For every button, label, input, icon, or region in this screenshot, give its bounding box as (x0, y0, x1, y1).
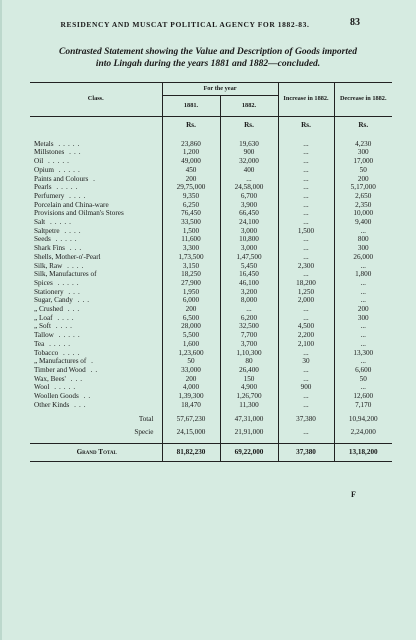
row-decrease: ... (334, 296, 392, 305)
row-increase: 4,500 (278, 322, 334, 331)
row-1881: 9,350 (162, 192, 220, 201)
row-1881: 1,23,600 (162, 349, 220, 358)
row-1882: 11,300 (220, 401, 278, 410)
table-row (30, 253, 392, 262)
leader-dots: ... (64, 244, 85, 253)
row-decrease: ... (334, 357, 392, 366)
table-row (30, 192, 392, 201)
row-increase: ... (278, 175, 334, 184)
row-decrease: 200 (334, 175, 392, 184)
table-row (30, 279, 392, 288)
leader-dots: .. (85, 365, 101, 374)
row-1881: 4,000 (162, 383, 220, 392)
table-row (30, 244, 392, 253)
row-class: Pearls ..... (34, 183, 81, 192)
leader-dots: .... (50, 322, 75, 331)
leader-dots: .... (52, 313, 77, 322)
row-1881: 76,450 (162, 209, 220, 218)
row-decrease: 17,000 (334, 157, 392, 166)
row-increase: ... (278, 201, 334, 210)
table-row (30, 148, 392, 157)
grand-total-1881: 81,82,230 (162, 443, 220, 461)
table-row (30, 366, 392, 375)
leader-dots: ..... (52, 278, 82, 287)
row-1881: 49,000 (162, 157, 220, 166)
row-1882: 66,450 (220, 209, 278, 218)
row-increase: ... (278, 253, 334, 262)
row-1881: 6,000 (162, 296, 220, 305)
row-decrease: 300 (334, 314, 392, 323)
row-decrease: ... (334, 383, 392, 392)
leader-dots: .... (59, 226, 84, 235)
row-decrease: 12,600 (334, 392, 392, 401)
row-1881: 50 (162, 357, 220, 366)
row-increase: ... (278, 157, 334, 166)
leader-dots: ... (72, 296, 93, 305)
title-line-2: into Lingah during the years 1881 and 1882—concluded. (95, 59, 321, 69)
table-row (30, 357, 392, 366)
row-1882: 3,000 (220, 227, 278, 236)
row-increase: ... (278, 349, 334, 358)
leader-dots: ..... (53, 139, 83, 148)
table-row (30, 322, 392, 331)
total-label: Total (138, 414, 154, 423)
leader-dots: ... (63, 287, 83, 296)
leader-dots: .... (58, 348, 83, 357)
row-class: „ Soft .... (34, 322, 75, 331)
row-increase: ... (278, 192, 334, 201)
table-row (30, 227, 392, 236)
title-line-1: Contrasted Statement showing the Value and Description of Goods imported (59, 47, 357, 57)
row-increase: 1,250 (278, 288, 334, 297)
row-class: Oil ..... (34, 157, 72, 166)
row-decrease: ... (334, 331, 392, 340)
row-class: Spices ..... (34, 278, 82, 287)
leader-dots: ... (65, 374, 86, 383)
row-1881: 33,000 (162, 366, 220, 375)
row-increase: 30 (278, 357, 334, 366)
table-title (30, 46, 386, 70)
leader-dots: ... (69, 400, 89, 409)
row-class: Shark Fins ... (34, 244, 85, 253)
row-increase: ... (278, 270, 334, 279)
row-decrease: 9,400 (334, 218, 392, 227)
row-decrease: ... (334, 262, 392, 271)
table-row (30, 183, 392, 192)
running-head: RESIDENCY AND MUSCAT POLITICAL AGENCY FOR 1882-83. (60, 20, 310, 29)
row-1881: 28,000 (162, 322, 220, 331)
row-1881: 5,500 (162, 331, 220, 340)
row-class: Paints and Colours . (34, 174, 98, 183)
table-row (30, 340, 392, 349)
row-class: Sugar, Candy ... (34, 296, 93, 305)
row-class: Tea ..... (34, 339, 74, 348)
row-1881: 450 (162, 166, 220, 175)
row-increase: 1,500 (278, 227, 334, 236)
specie-label: Specie (134, 428, 154, 437)
row-1882: 900 (220, 148, 278, 157)
row-1881: 1,600 (162, 340, 220, 349)
row-increase: 2,000 (278, 296, 334, 305)
total-1882: 47,31,000 (220, 410, 278, 424)
row-increase: ... (278, 148, 334, 157)
row-1882: 5,450 (220, 262, 278, 271)
row-1882: 46,100 (220, 279, 278, 288)
grand-total-1882: 69,22,000 (220, 443, 278, 461)
row-decrease: ... (334, 322, 392, 331)
row-increase: ... (278, 183, 334, 192)
row-1882: 19,630 (220, 140, 278, 149)
row-1881: 1,500 (162, 227, 220, 236)
row-class: Shells, Mother-o'-Pearl (34, 252, 101, 261)
row-decrease: 800 (334, 235, 392, 244)
row-class: Stationery ... (34, 287, 83, 296)
table-row (30, 218, 392, 227)
total-increase: 37,380 (278, 410, 334, 424)
unit-decrease: Rs. (334, 117, 392, 140)
row-1882: 8,000 (220, 296, 278, 305)
unit-1882: Rs. (220, 117, 278, 140)
table-row (30, 175, 392, 184)
row-class: Perfumery .... (34, 191, 89, 200)
row-increase: ... (278, 218, 334, 227)
row-1882: 16,450 (220, 270, 278, 279)
row-1881: 1,39,300 (162, 392, 220, 401)
row-1882: 3,000 (220, 244, 278, 253)
row-increase: ... (278, 392, 334, 401)
row-increase: ... (278, 235, 334, 244)
row-1882: 3,700 (220, 340, 278, 349)
row-class: Metals ..... (34, 139, 83, 148)
row-1881: 3,300 (162, 244, 220, 253)
row-1882: 6,700 (220, 192, 278, 201)
row-class: Millstones ... (34, 148, 84, 157)
leader-dots: ..... (53, 331, 83, 340)
row-1882: 400 (220, 166, 278, 175)
leader-dots: ..... (43, 157, 72, 166)
row-increase: 2,300 (278, 262, 334, 271)
row-increase: ... (278, 401, 334, 410)
row-class: Porcelain and China-ware (34, 200, 109, 209)
table-row (30, 392, 392, 401)
header-class: Class. (30, 83, 162, 117)
units-row (30, 117, 392, 140)
row-1881: 6,250 (162, 201, 220, 210)
header-1882: 1882. (220, 96, 278, 117)
row-increase: ... (278, 305, 334, 314)
table-row (30, 209, 392, 218)
table-row (30, 157, 392, 166)
row-class: Tallow ..... (34, 331, 83, 340)
row-1881: 200 (162, 175, 220, 184)
leader-dots: ..... (51, 183, 81, 192)
row-decrease: ... (334, 340, 392, 349)
grand-total-increase: 37,380 (278, 443, 334, 461)
row-decrease: 6,600 (334, 366, 392, 375)
row-1881: 200 (162, 305, 220, 314)
row-class: Tobacco .... (34, 348, 83, 357)
row-decrease: 300 (334, 244, 392, 253)
row-decrease: 300 (334, 148, 392, 157)
total-1881: 57,67,230 (162, 410, 220, 424)
row-1882: 4,900 (220, 383, 278, 392)
row-decrease: 50 (334, 166, 392, 175)
row-increase: ... (278, 366, 334, 375)
row-increase: ... (278, 140, 334, 149)
row-1881: 3,150 (162, 262, 220, 271)
header-increase: Increase in 1882. (278, 83, 334, 117)
header-for-year: For the year (162, 83, 278, 96)
row-1881: 1,200 (162, 148, 220, 157)
row-1882: 32,000 (220, 157, 278, 166)
row-class: Saltpetre .... (34, 226, 84, 235)
page-number: 83 (350, 17, 360, 28)
leader-dots: ..... (53, 165, 83, 174)
specie-1882: 21,91,000 (220, 423, 278, 443)
unit-1881: Rs. (162, 117, 220, 140)
table-row (30, 140, 392, 149)
unit-increase: Rs. (278, 117, 334, 140)
table-row (30, 401, 392, 410)
row-1881: 200 (162, 375, 220, 384)
row-1882: 1,26,700 (220, 392, 278, 401)
row-increase: ... (278, 209, 334, 218)
row-class: Opium ..... (34, 165, 83, 174)
leader-dots: ..... (45, 218, 74, 227)
specie-decrease: 2,24,000 (334, 423, 392, 443)
row-1881: 27,900 (162, 279, 220, 288)
row-1882: 1,10,300 (220, 349, 278, 358)
row-decrease: 4,230 (334, 140, 392, 149)
row-decrease: 13,300 (334, 349, 392, 358)
total-decrease: 10,94,200 (334, 410, 392, 424)
row-class: Woollen Goods .. (34, 392, 94, 401)
leader-dots: .... (62, 261, 87, 270)
table-row (30, 270, 392, 279)
row-decrease: 200 (334, 305, 392, 314)
row-1882: 1,47,500 (220, 253, 278, 262)
row-decrease: 7,170 (334, 401, 392, 410)
row-class: Timber and Wood .. (34, 365, 101, 374)
row-decrease: 26,000 (334, 253, 392, 262)
table-row (30, 288, 392, 297)
leader-dots: . (88, 174, 98, 183)
leader-dots: ..... (50, 235, 80, 244)
row-1882: 3,900 (220, 201, 278, 210)
row-1882: ... (220, 305, 278, 314)
leader-dots: ..... (49, 383, 79, 392)
row-1881: 29,75,000 (162, 183, 220, 192)
specie-increase: ... (278, 423, 334, 443)
row-decrease: 2,350 (334, 201, 392, 210)
row-1881: 33,500 (162, 218, 220, 227)
imports-table (30, 82, 392, 462)
row-1882: 24,58,000 (220, 183, 278, 192)
row-increase: ... (278, 314, 334, 323)
row-class: Other Kinds ... (34, 400, 89, 409)
header-decrease: Decrease in 1882. (334, 83, 392, 117)
row-1881: 6,500 (162, 314, 220, 323)
table-row (30, 314, 392, 323)
row-decrease: 5,17,000 (334, 183, 392, 192)
table-row (30, 262, 392, 271)
row-1881: 1,950 (162, 288, 220, 297)
table-row (30, 305, 392, 314)
row-1881: 18,250 (162, 270, 220, 279)
header-1881: 1881. (162, 96, 220, 117)
row-1881: 23,860 (162, 140, 220, 149)
row-1882: 32,500 (220, 322, 278, 331)
signature-mark: F (351, 490, 356, 499)
row-1882: 10,800 (220, 235, 278, 244)
leader-dots: ... (62, 305, 83, 314)
row-class: „ Crushed ... (34, 305, 83, 314)
table-row (30, 349, 392, 358)
row-1882: 150 (220, 375, 278, 384)
grand-total-row (30, 443, 392, 461)
row-class: Wool ..... (34, 383, 79, 392)
row-class: Silk, Raw .... (34, 261, 87, 270)
total-row (30, 410, 392, 424)
row-decrease: ... (334, 227, 392, 236)
row-increase: ... (278, 244, 334, 253)
row-increase: ... (278, 166, 334, 175)
leader-dots: ... (64, 148, 84, 157)
row-increase: ... (278, 375, 334, 384)
leader-dots: ..... (44, 339, 74, 348)
row-class: Wax, Bees' ... (34, 374, 86, 383)
row-increase: 18,200 (278, 279, 334, 288)
row-class: Salt ..... (34, 218, 74, 227)
row-increase: 2,100 (278, 340, 334, 349)
grand-total-decrease: 13,18,200 (334, 443, 392, 461)
row-increase: 900 (278, 383, 334, 392)
row-decrease: ... (334, 279, 392, 288)
row-decrease: 50 (334, 375, 392, 384)
row-1881: 18,470 (162, 401, 220, 410)
row-1882: ... (220, 175, 278, 184)
row-decrease: 10,000 (334, 209, 392, 218)
table-row (30, 331, 392, 340)
row-1882: 7,700 (220, 331, 278, 340)
leader-dots: .... (64, 191, 89, 200)
row-1882: 24,100 (220, 218, 278, 227)
row-class: „ Manufactures of . (34, 357, 96, 366)
row-1881: 11,600 (162, 235, 220, 244)
specie-row (30, 423, 392, 443)
row-class: Silk, Manufactures of (34, 270, 97, 279)
row-1882: 26,400 (220, 366, 278, 375)
specie-1881: 24,15,000 (162, 423, 220, 443)
table-row (30, 166, 392, 175)
leader-dots: . (86, 357, 96, 366)
row-decrease: 1,800 (334, 270, 392, 279)
row-class: „ Loaf .... (34, 313, 77, 322)
leader-dots: .. (78, 392, 94, 401)
row-increase: 2,200 (278, 331, 334, 340)
table-row (30, 296, 392, 305)
row-1881: 1,73,500 (162, 253, 220, 262)
table-row (30, 383, 392, 392)
table-row (30, 201, 392, 210)
row-decrease: ... (334, 288, 392, 297)
row-1882: 80 (220, 357, 278, 366)
row-class: Seeds ..... (34, 235, 80, 244)
table-row (30, 375, 392, 384)
row-1882: 3,200 (220, 288, 278, 297)
row-decrease: 2,650 (334, 192, 392, 201)
row-class: Provisions and Oilman's Stores (34, 209, 124, 218)
table-row (30, 235, 392, 244)
row-1882: 6,200 (220, 314, 278, 323)
grand-total-label: Grand Total (76, 447, 117, 456)
